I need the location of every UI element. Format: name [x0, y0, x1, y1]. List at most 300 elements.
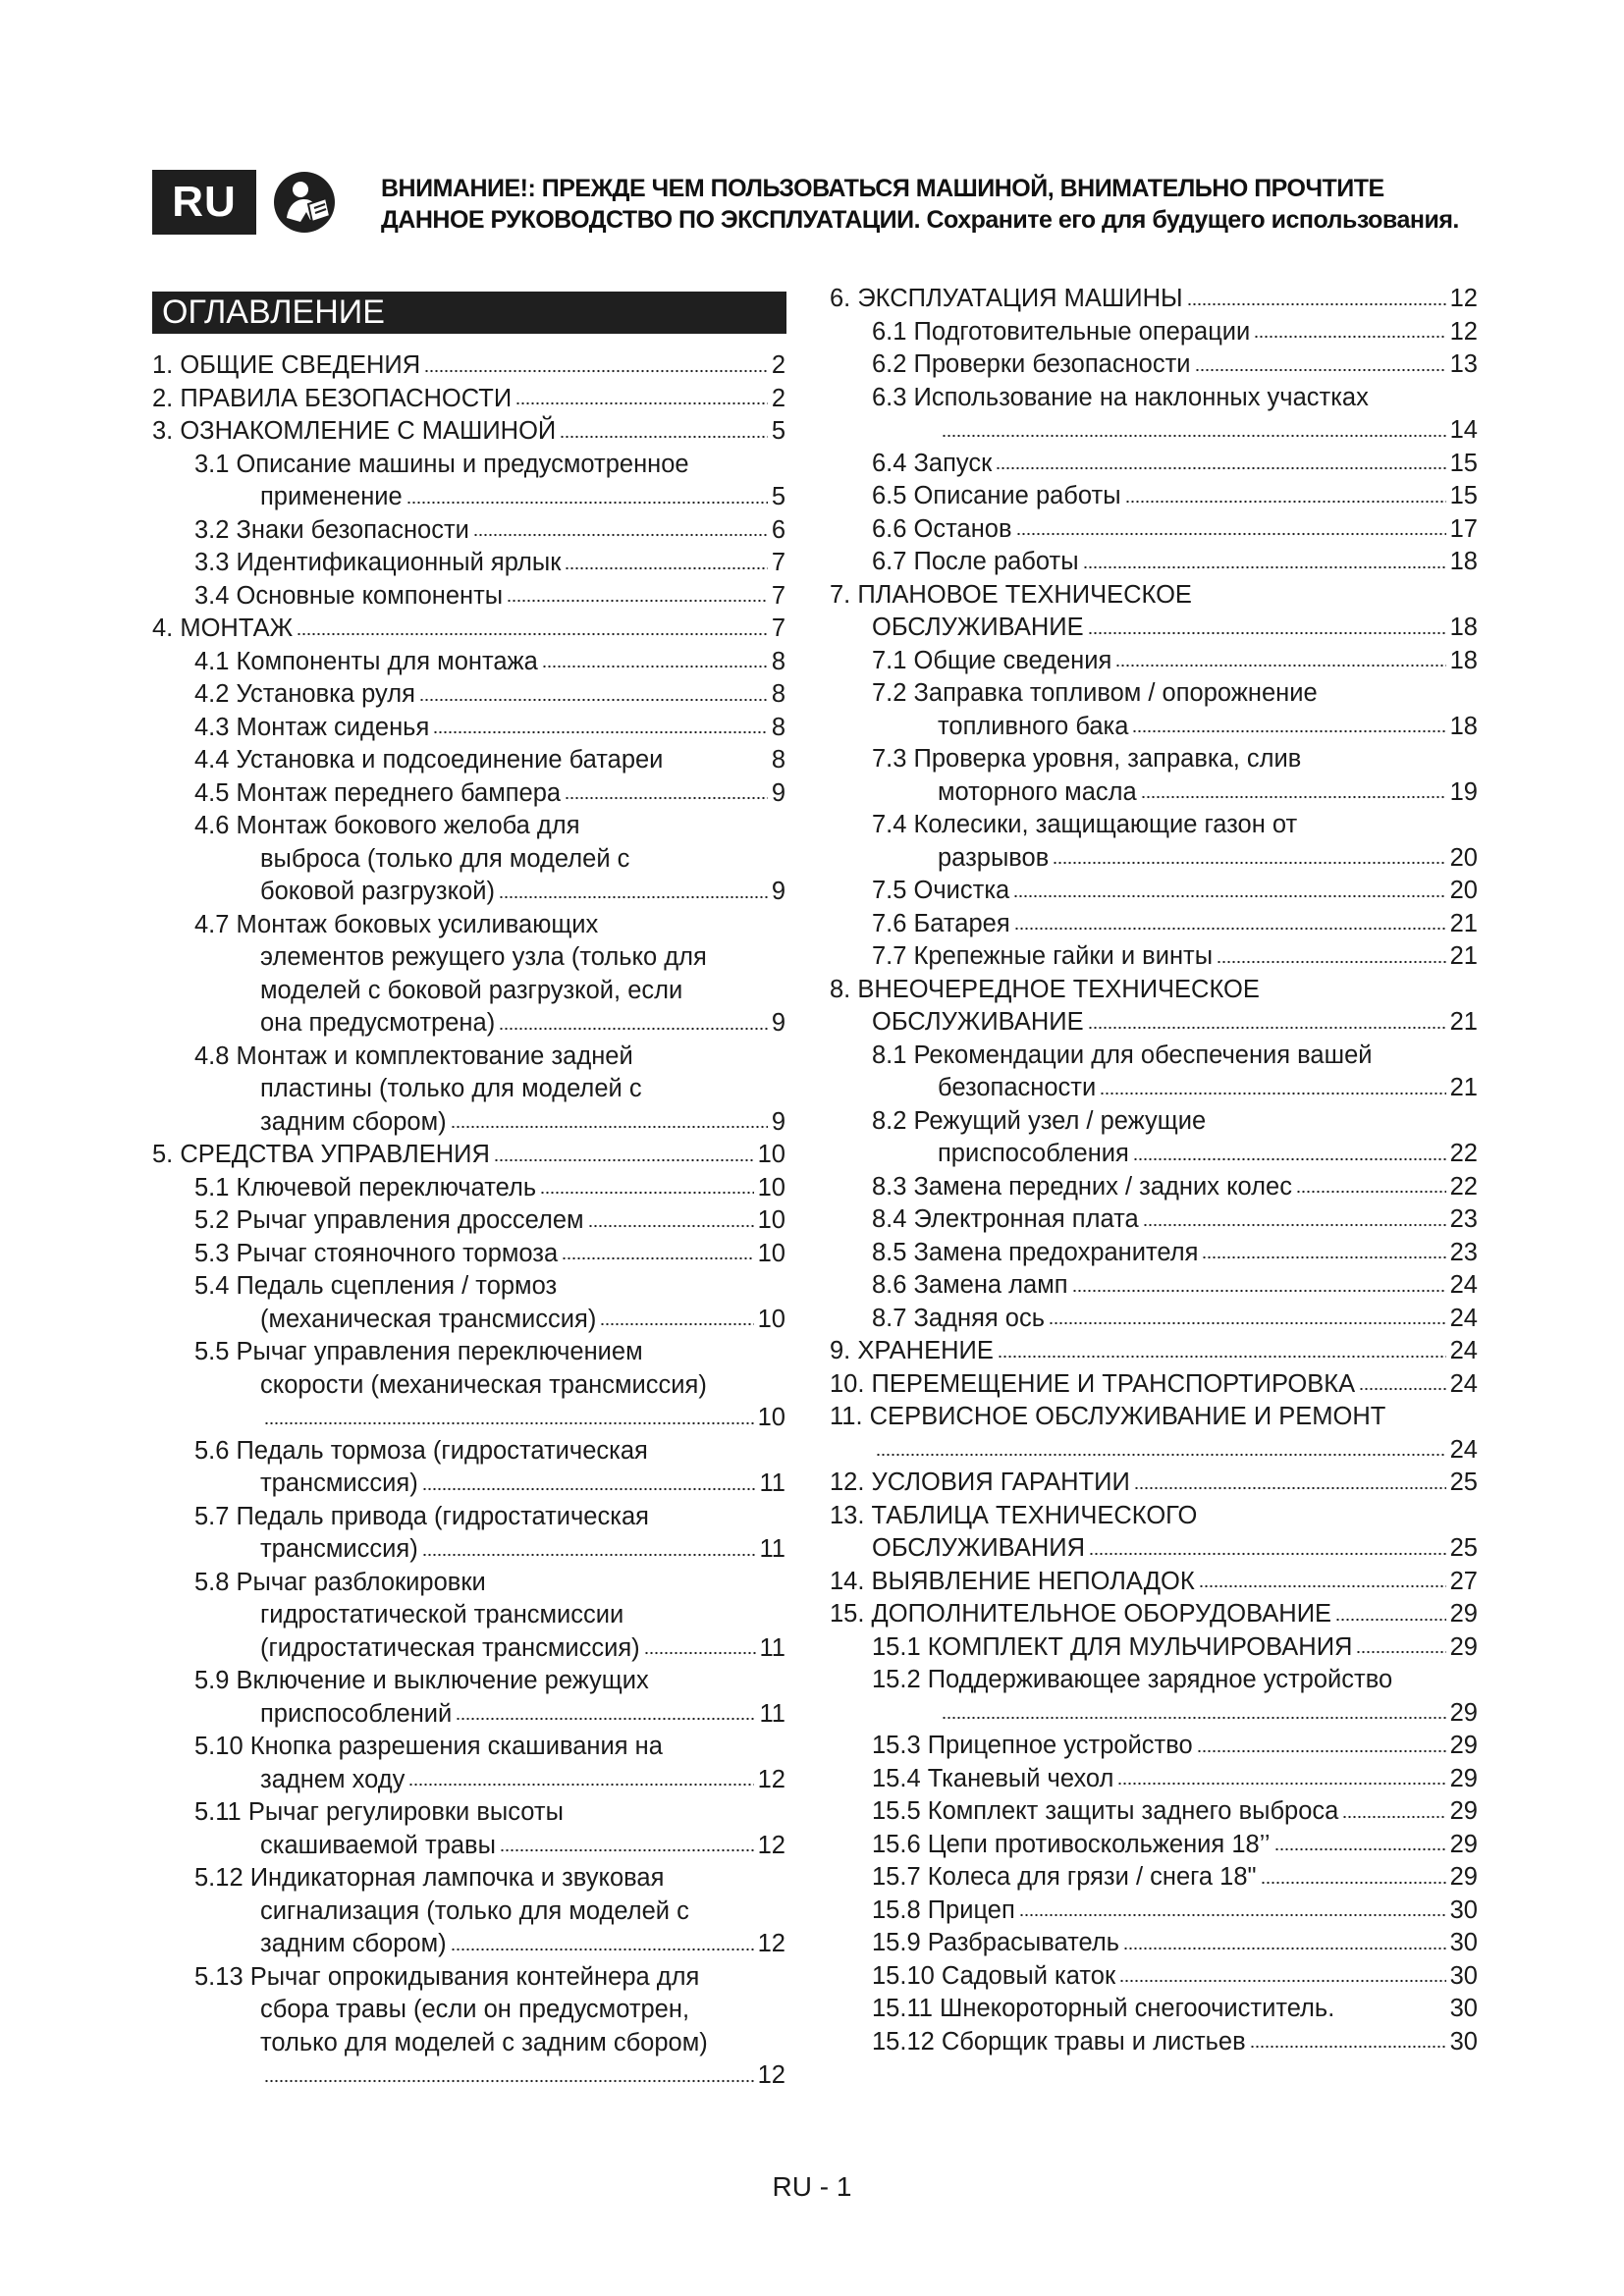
toc-entry-title: 7.7 Крепежные гайки и винты [872, 942, 1214, 970]
toc-entry-title: приспособления [938, 1140, 1129, 1167]
dot-leader [473, 531, 768, 539]
toc-entry [152, 744, 785, 777]
toc-entry [152, 1665, 785, 1698]
toc-entry-page: 23 [1449, 1238, 1478, 1266]
toc-entry-page: 18 [1449, 712, 1478, 740]
warning-line-2: ДАННОЕ РУКОВОДСТВО ПО ЭКСПЛУАТАЦИИ. Сохраните его для будущего использования. [381, 206, 1459, 234]
dot-leader [1089, 1550, 1446, 1558]
toc-entry-title: 3.1 Описание машины и предусмотренное [194, 450, 689, 478]
toc-entry-page: 13 [1449, 350, 1478, 378]
dot-leader [1274, 1845, 1446, 1853]
toc-entry-page: 2 [771, 384, 785, 412]
toc-entry-title: применение [260, 483, 403, 510]
toc-entry-page: 22 [1449, 1172, 1478, 1201]
toc-entry [152, 1172, 785, 1205]
toc-entry [152, 1928, 785, 1961]
toc-entry [830, 1532, 1478, 1566]
toc-entry [152, 349, 785, 383]
toc-entry [830, 1697, 1478, 1731]
toc-entry-title: гидростатической трансмиссии [260, 1601, 624, 1629]
dot-leader [1016, 530, 1446, 538]
dot-leader [1125, 498, 1446, 506]
toc-entry-title: моторного масла [938, 777, 1137, 806]
toc-entry [830, 974, 1478, 1007]
toc-entry-page: 7 [771, 614, 785, 642]
dot-leader [1072, 1287, 1446, 1295]
toc-entry [152, 1698, 785, 1732]
toc-entry-page: 12 [757, 1831, 785, 1859]
toc-entry-title: 5.6 Педаль тормоза (гидростатическая [194, 1436, 648, 1465]
toc-entry [152, 1106, 785, 1140]
dot-leader [1088, 1024, 1446, 1032]
toc-entry [830, 1664, 1478, 1697]
toc-entry [152, 613, 785, 646]
toc-entry-title: 15.2 Поддерживающее зарядное устройство [872, 1666, 1393, 1693]
toc-entry [830, 1105, 1478, 1139]
dot-leader [1053, 859, 1445, 867]
dot-leader [1019, 1911, 1446, 1919]
dot-leader [297, 630, 768, 638]
toc-entry-title: 5.7 Педаль привода (гидростатическая [194, 1502, 649, 1530]
toc-entry-title: 4. МОНТАЖ [152, 614, 294, 642]
toc-entry-page: 24 [1449, 1435, 1478, 1464]
toc-entry-page: 9 [771, 1009, 785, 1037]
toc-entry [152, 1796, 785, 1830]
toc-entry [152, 2027, 785, 2060]
dot-leader [264, 1419, 754, 1427]
toc-entry-page: 30 [1449, 1929, 1478, 1956]
toc-entry [152, 481, 785, 514]
dot-leader [1199, 1582, 1446, 1590]
language-badge: RU [152, 170, 256, 235]
toc-entry-title: заднем ходу [260, 1765, 406, 1793]
dot-leader [996, 464, 1445, 472]
toc-entry-title: 15. ДОПОЛНИТЕЛЬНОЕ ОБОРУДОВАНИЕ [830, 1600, 1332, 1628]
toc-entry-title: 5.1 Ключевой переключатель [194, 1173, 537, 1201]
toc-entry [152, 777, 785, 811]
toc-entry-page: 24 [1449, 1271, 1478, 1299]
toc-entry [830, 743, 1478, 776]
toc-entry-title: моделей с боковой разгрузкой, если [260, 976, 683, 1004]
toc-entry [152, 975, 785, 1008]
toc-entry [830, 1269, 1478, 1303]
toc-entry [152, 1468, 785, 1501]
dot-leader [1356, 1648, 1445, 1656]
toc-entry-title: она предусмотрена) [260, 1009, 496, 1037]
toc-entry-page: 30 [1449, 1995, 1478, 2022]
toc-entry-title: элементов режущего узла (только для [260, 943, 707, 971]
dot-leader [1049, 1319, 1446, 1327]
toc-entry-page: 7 [771, 581, 785, 610]
dot-leader [565, 564, 767, 572]
dot-leader [1143, 1221, 1446, 1229]
dot-leader [1088, 629, 1446, 637]
toc-entry-title: 15.11 Шнекороторный снегоочиститель. [872, 1995, 1335, 2022]
toc-entry-title: ОБСЛУЖИВАНИЯ [872, 1534, 1085, 1562]
toc-entry-page: 15 [1449, 482, 1478, 509]
toc-entry-page: 20 [1449, 877, 1478, 904]
dot-leader [540, 1189, 754, 1197]
toc-entry-page: 5 [771, 483, 785, 510]
dot-leader [600, 1320, 753, 1328]
dot-leader [1117, 1780, 1445, 1788]
toc-entry-page: 30 [1449, 1961, 1478, 1990]
toc-entry-title: трансмиссия) [260, 1535, 418, 1563]
toc-entry [152, 1501, 785, 1534]
toc-entry-title: 9. ХРАНЕНИЕ [830, 1337, 994, 1364]
dot-leader [456, 1715, 755, 1723]
toc-entry-page: 10 [757, 1239, 785, 1267]
toc-entry [830, 579, 1478, 613]
toc-entry-page: 10 [757, 1141, 785, 1168]
toc-entry-title: 4.6 Монтаж бокового желоба для [194, 812, 580, 839]
toc-entry-title: 7.1 Общие сведения [872, 646, 1112, 674]
toc-entry [152, 449, 785, 482]
toc-entry [152, 876, 785, 909]
toc-entry-page: 8 [771, 680, 785, 708]
toc-entry-page: 18 [1449, 646, 1478, 674]
toc-entry [830, 414, 1478, 448]
dot-leader [1083, 563, 1446, 571]
toc-entry-page: 7 [771, 549, 785, 576]
toc-entry [830, 480, 1478, 513]
toc-entry [152, 712, 785, 745]
toc-entry [152, 1369, 785, 1403]
toc-entry-title: 6.1 Подготовительные операции [872, 317, 1251, 346]
toc-entry-title: 8.7 Задняя ось [872, 1304, 1045, 1332]
toc-entry-page: 27 [1449, 1567, 1478, 1595]
toc-entry-page: 11 [759, 1535, 785, 1563]
toc-entry [152, 1204, 785, 1238]
toc-entry-title: 4.7 Монтаж боковых усиливающих [194, 910, 599, 938]
toc-entry-page: 12 [757, 1765, 785, 1793]
toc-entry [830, 1500, 1478, 1533]
toc-entry [152, 909, 785, 942]
toc-entry [152, 1994, 785, 2027]
toc-entry [830, 1203, 1478, 1237]
dot-leader [1342, 1813, 1445, 1821]
dot-leader [560, 433, 768, 441]
toc-entry-title: 15.9 Разбрасыватель [872, 1929, 1119, 1956]
toc-entry-page: 21 [1449, 909, 1478, 937]
toc-entry-title: 5.13 Рычаг опрокидывания контейнера для [194, 1962, 700, 1991]
toc-entry [830, 776, 1478, 810]
toc-entry-title: выброса (только для моделей с [260, 844, 630, 873]
toc-entry [830, 1401, 1478, 1434]
dot-leader [264, 2077, 754, 2085]
toc-entry-page: 8 [771, 647, 785, 675]
dot-leader [1261, 1879, 1446, 1887]
toc-entry [830, 1303, 1478, 1336]
dot-leader [1123, 1945, 1446, 1952]
toc-entry [830, 809, 1478, 842]
toc-entry-title: только для моделей с задним сбором) [260, 2028, 708, 2056]
toc-entry-title: скашиваемой травы [260, 1831, 496, 1859]
page-number: RU - 1 [772, 2171, 852, 2202]
dot-leader [1141, 793, 1446, 801]
toc-entry [830, 1895, 1478, 1928]
toc-entry-title: 6.5 Описание работы [872, 482, 1121, 509]
toc-entry-title: разрывов [938, 843, 1050, 872]
toc-entry-page: 22 [1449, 1140, 1478, 1167]
toc-entry [830, 1631, 1478, 1665]
dot-leader [942, 1714, 1446, 1722]
toc-entry-title: (механическая трансмиссия) [260, 1305, 597, 1333]
toc-entry [152, 1007, 785, 1041]
toc-entry-title: 15.12 Сборщик травы и листьев [872, 2027, 1246, 2056]
toc-entry-title: 4.1 Компоненты для монтажа [194, 647, 538, 675]
toc-entry-title: 7.3 Проверка уровня, заправка, слив [872, 745, 1302, 773]
toc-entry-title: боковой разгрузкой) [260, 878, 495, 905]
toc-entry-title: безопасности [938, 1074, 1097, 1101]
toc-entry-title: 7.2 Заправка топливом / опорожнение [872, 679, 1318, 707]
toc-entry [830, 1795, 1478, 1829]
dot-leader [565, 794, 768, 802]
toc-entry-title: 5.2 Рычаг управления дросселем [194, 1206, 584, 1234]
toc-entry-page: 11 [759, 1469, 785, 1497]
toc-entry [830, 1566, 1478, 1599]
toc-entry-title: 6.4 Запуск [872, 449, 993, 477]
toc-entry-title: 15.4 Тканевый чехол [872, 1764, 1114, 1792]
toc-entry [830, 875, 1478, 908]
toc-entry-title: 8.4 Электронная плата [872, 1205, 1139, 1233]
toc-entry [830, 513, 1478, 547]
toc-entry-title: скорости (механическая трансмиссия) [260, 1370, 707, 1399]
toc-entry [152, 1961, 785, 1995]
toc-entry-page: 15 [1449, 449, 1478, 477]
dot-leader [500, 1846, 754, 1854]
toc-entry [152, 1238, 785, 1271]
toc-entry [152, 678, 785, 712]
toc-entry [152, 383, 785, 416]
toc-entry-title: 15.7 Колеса для грязи / снега 18" [872, 1863, 1257, 1891]
toc-entry-page: 29 [1449, 1797, 1478, 1825]
toc-entry-title: 15.10 Садовый каток [872, 1961, 1116, 1990]
dot-leader [1195, 366, 1446, 374]
dot-leader [1100, 1090, 1445, 1097]
toc-entry-page: 10 [757, 1173, 785, 1201]
toc-entry [152, 1632, 785, 1666]
toc-entry-page: 29 [1449, 1632, 1478, 1661]
dot-leader [1250, 2043, 1446, 2051]
toc-entry-title: 15.6 Цепи противоскольжения 18’’ [872, 1830, 1271, 1858]
toc-entry-page: 29 [1449, 1698, 1478, 1727]
toc-entry [830, 612, 1478, 645]
dot-leader [1254, 333, 1445, 341]
safety-warning [381, 173, 1549, 236]
toc-entry-title: сигнализация (только для моделей с [260, 1896, 689, 1925]
toc-entry [152, 1270, 785, 1304]
toc-left-column [152, 349, 785, 2093]
dot-leader [408, 1781, 753, 1789]
toc-entry-title: 5.8 Рычаг разблокировки [194, 1568, 486, 1596]
toc-entry [830, 1730, 1478, 1763]
toc-entry [830, 448, 1478, 481]
toc-entry-title: 5.10 Кнопка разрешения скашивания на [194, 1733, 663, 1760]
toc-entry-page: 21 [1449, 942, 1478, 970]
dot-leader [433, 728, 768, 736]
toc-entry [830, 940, 1478, 974]
toc-entry [830, 1598, 1478, 1631]
toc-entry-title: 7. ПЛАНОВОЕ ТЕХНИЧЕСКОЕ [830, 580, 1192, 609]
read-manual-icon [271, 169, 342, 236]
toc-entry-title: 7.6 Батарея [872, 909, 1010, 937]
toc-entry-page: 25 [1449, 1468, 1478, 1496]
dot-leader [1115, 662, 1445, 669]
toc-entry-page: 25 [1449, 1534, 1478, 1562]
toc-entry-page: 29 [1449, 1732, 1478, 1759]
toc-entry-title: 10. ПЕРЕМЕЩЕНИЕ И ТРАНСПОРТИРОВКА [830, 1369, 1356, 1398]
toc-entry-title: задним сбором) [260, 1107, 447, 1136]
toc-entry [830, 1040, 1478, 1073]
toc-entry [152, 1041, 785, 1074]
toc-entry-title: 2. ПРАВИЛА БЕЗОПАСНОСТИ [152, 384, 513, 412]
dot-leader [1296, 1188, 1446, 1196]
toc-entry [830, 1927, 1478, 1960]
dot-leader [876, 1451, 1446, 1459]
toc-entry-page: 18 [1449, 614, 1478, 641]
toc-entry [830, 1368, 1478, 1402]
toc-entry-page: 2 [771, 351, 785, 379]
toc-entry [830, 348, 1478, 382]
toc-entry [830, 1993, 1478, 2026]
toc-entry [830, 546, 1478, 579]
toc-entry [830, 1006, 1478, 1040]
toc-entry-page: 12 [1449, 317, 1478, 346]
dot-leader [1217, 958, 1446, 966]
dot-leader [1187, 300, 1446, 308]
toc-entry-page: 30 [1449, 1896, 1478, 1924]
toc-entry-title: 5.9 Включение и выключение режущих [194, 1667, 649, 1694]
warning-line-1: ВНИМАНИЕ!: ПРЕЖДЕ ЧЕМ ПОЛЬЗОВАТЬСЯ МАШИНОЙ, ВНИМАТЕЛЬНО ПРОЧТИТЕ [381, 175, 1384, 202]
toc-entry [830, 316, 1478, 349]
toc-entry [830, 1072, 1478, 1105]
dot-leader [588, 1222, 754, 1230]
toc-entry-page: 29 [1449, 1830, 1478, 1858]
toc-entry [830, 1829, 1478, 1862]
toc-entry-title: 5.4 Педаль сцепления / тормоз [194, 1272, 558, 1300]
dot-leader [644, 1649, 756, 1657]
dot-leader [499, 1025, 768, 1033]
toc-right-column [830, 283, 1478, 2058]
dot-leader [507, 597, 768, 605]
toc-entry [152, 514, 785, 548]
toc-entry [830, 645, 1478, 678]
toc-entry-page: 29 [1449, 1764, 1478, 1792]
toc-entry [830, 1138, 1478, 1171]
toc-entry-title: 8.1 Рекомендации для обеспечения вашей [872, 1041, 1373, 1069]
toc-entry-title: 3. ОЗНАКОМЛЕНИЕ С МАШИНОЙ [152, 417, 557, 445]
toc-entry [152, 1304, 785, 1337]
toc-entry-title: 3.3 Идентификационный ярлык [194, 549, 562, 576]
toc-entry-title: 4.2 Установка руля [194, 680, 415, 708]
toc-entry-title: 8.2 Режущий узел / режущие [872, 1106, 1207, 1135]
toc-entry [830, 1861, 1478, 1895]
toc-entry-title: 14. ВЫЯВЛЕНИЕ НЕПОЛАДОК [830, 1567, 1195, 1595]
toc-entry [152, 1599, 785, 1632]
toc-entry-page: 10 [757, 1206, 785, 1234]
dot-leader [1335, 1616, 1446, 1624]
toc-entry-page: 11 [759, 1633, 785, 1662]
toc-entry-page: 30 [1449, 2027, 1478, 2056]
dot-leader [542, 663, 768, 670]
toc-entry-title: 5.12 Индикаторная лампочка и звуковая [194, 1864, 665, 1892]
toc-entry-page: 24 [1449, 1337, 1478, 1364]
toc-entry [830, 842, 1478, 876]
toc-entry [830, 1335, 1478, 1368]
toc-entry [152, 941, 785, 975]
toc-entry-title: 11. СЕРВИСНОЕ ОБСЛУЖИВАНИЕ И РЕМОНТ [830, 1403, 1386, 1430]
dot-leader [419, 696, 768, 704]
dot-leader [451, 1123, 768, 1131]
toc-entry-title: (гидростатическая трансмиссия) [260, 1633, 640, 1662]
dot-leader [424, 367, 768, 375]
toc-entry-title: 13. ТАБЛИЦА ТЕХНИЧЕСКОГО [830, 1501, 1198, 1529]
toc-entry-title: 8.5 Замена предохранителя [872, 1238, 1199, 1266]
dot-leader [422, 1551, 756, 1559]
toc-entry [152, 1073, 785, 1106]
toc-entry-title: трансмиссия) [260, 1469, 418, 1497]
toc-entry-title: 15.3 Прицепное устройство [872, 1732, 1193, 1759]
toc-entry [830, 283, 1478, 316]
toc-entry-page: 23 [1449, 1205, 1478, 1233]
toc-entry-title: 6.2 Проверки безопасности [872, 350, 1191, 378]
toc-entry-title: 6.7 После работы [872, 548, 1079, 575]
dot-leader [1134, 1484, 1446, 1492]
toc-entry-page: 6 [771, 515, 785, 544]
toc-entry-page: 20 [1449, 843, 1478, 872]
toc-entry-title: 4.4 Установка и подсоединение батареи [194, 746, 664, 774]
toc-entry [152, 1567, 785, 1600]
toc-entry-page: 18 [1449, 548, 1478, 575]
toc-entry-title: 4.5 Монтаж переднего бампера [194, 778, 562, 807]
toc-entry [152, 646, 785, 679]
toc-entry [830, 1434, 1478, 1468]
dot-leader [1197, 1747, 1446, 1755]
toc-entry-title: 4.3 Монтаж сиденья [194, 713, 430, 741]
toc-entry-page: 9 [771, 878, 785, 905]
toc-entry [152, 1830, 785, 1863]
toc-entry [830, 1467, 1478, 1500]
toc-entry [830, 677, 1478, 711]
toc-entry-page: 19 [1449, 777, 1478, 806]
toc-entry-title: 1. ОБЩИЕ СВЕДЕНИЯ [152, 351, 421, 379]
toc-entry-page: 21 [1449, 1074, 1478, 1101]
toc-entry-page: 12 [757, 1930, 785, 1957]
toc-entry-title: 8. ВНЕОЧЕРЕДНОЕ ТЕХНИЧЕСКОЕ [830, 975, 1260, 1003]
toc-entry [830, 1763, 1478, 1796]
toc-entry-title: задним сбором) [260, 1930, 447, 1957]
toc-entry-page: 24 [1449, 1369, 1478, 1398]
toc-entry-title: ОБСЛУЖИВАНИЕ [872, 1008, 1084, 1036]
toc-entry-page: 29 [1449, 1600, 1478, 1628]
toc-entry-title: приспособлений [260, 1699, 453, 1728]
toc-entry-page: 24 [1449, 1304, 1478, 1332]
toc-entry-page: 12 [757, 2061, 785, 2089]
toc-entry-title: 6.3 Использование на наклонных участках [872, 383, 1369, 411]
toc-entry [152, 843, 785, 877]
dot-leader [406, 499, 768, 507]
toc-entry [830, 2026, 1478, 2059]
toc-entry-title: 8.3 Замена передних / задних колес [872, 1172, 1292, 1201]
toc-entry-page: 8 [771, 713, 785, 741]
toc-entry [830, 1171, 1478, 1204]
toc-entry-title: 4.8 Монтаж и комплектование задней [194, 1041, 633, 1070]
toc-entry-title: сбора травы (если он предусмотрен, [260, 1996, 690, 2023]
toc-entry [830, 1960, 1478, 1994]
toc-entry [152, 1731, 785, 1764]
toc-entry-title: 5.5 Рычаг управления переключением [194, 1338, 643, 1365]
